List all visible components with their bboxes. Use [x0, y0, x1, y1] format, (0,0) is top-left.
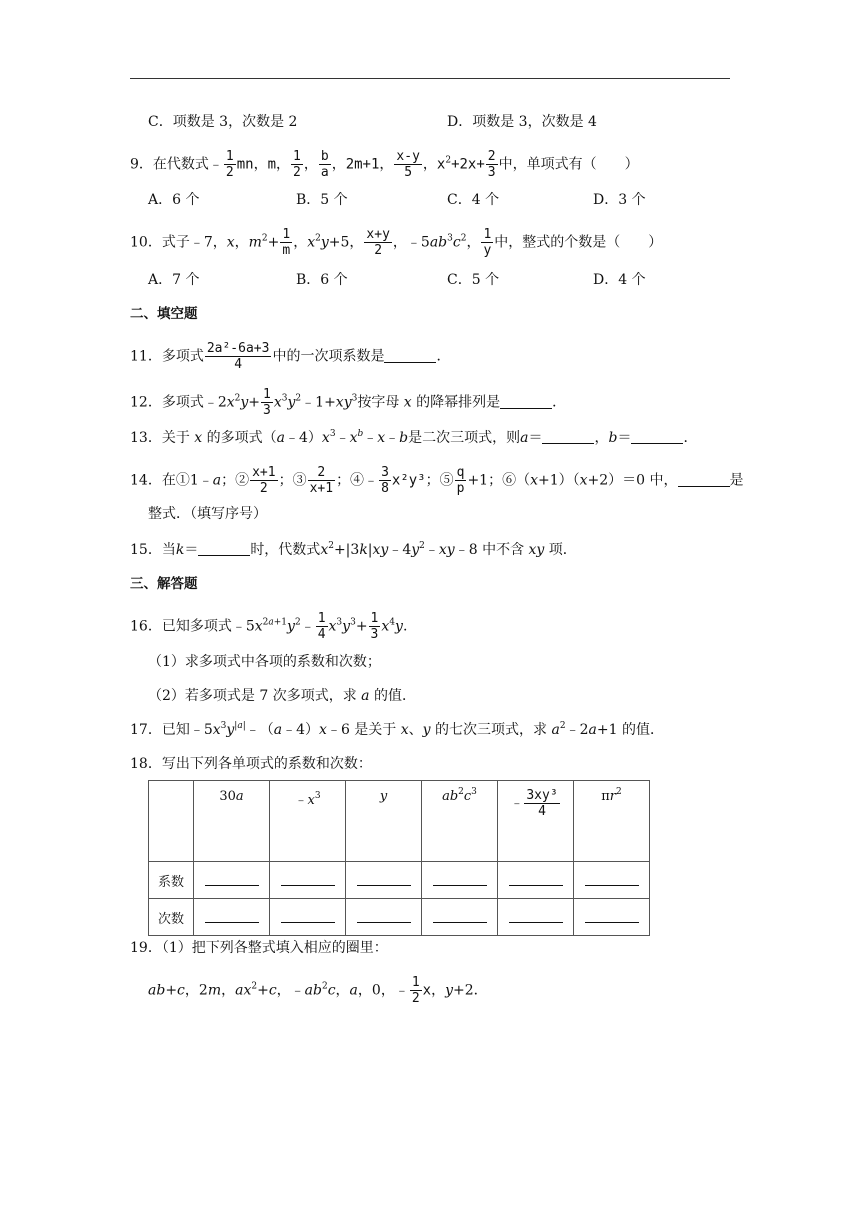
q9-option-d: D．3 个 [593, 192, 646, 208]
answer-blank[interactable] [194, 862, 270, 899]
coefficient-degree-table [148, 780, 650, 936]
row-label-coefficient: 系数 [149, 862, 194, 899]
table-header-neg-x3: $﹣x^3$ [270, 781, 346, 862]
question-14-line2: 整式．（填写序号） [148, 506, 267, 522]
answer-blank[interactable] [346, 862, 422, 899]
answer-blank[interactable] [574, 899, 650, 936]
answer-blank[interactable] [346, 899, 422, 936]
answer-blank[interactable] [422, 899, 498, 936]
section-fill-in-title: 二、填空题 [130, 306, 198, 322]
table-header-y: y [346, 781, 422, 862]
answer-blank[interactable] [270, 899, 346, 936]
table-header-30a: 30a [194, 781, 270, 862]
question-16: 16．已知多项式$﹣5x^{2a+1}y^2﹣$ $\frac{1}{4}$ $x^3y^3+$ $\frac{1}{3}$ $x^4y$. [130, 611, 408, 642]
q10-option-c: C．5 个 [447, 272, 500, 288]
question-17: 17．已知$﹣5x^3y^{|a|}﹣(a﹣4)x﹣6$ 是关于 x、y 的七次三项式，求 $a^2﹣2a+1$ 的值． [130, 721, 664, 738]
q9-option-c: C．4 个 [447, 192, 500, 208]
q8-option-c: C．项数是 3，次数是 2 [148, 114, 298, 130]
table-header-fraction: ﹣ $\frac{\text{3xy³}}{4}$ [498, 781, 574, 862]
answer-blank[interactable] [498, 899, 574, 936]
q10-option-d: D．4 个 [593, 272, 646, 288]
q8-option-d: D．项数是 3，次数是 4 [447, 114, 597, 130]
answer-blank[interactable] [384, 348, 436, 363]
answer-blank[interactable] [194, 899, 270, 936]
q10-option-a: A．7 个 [148, 272, 200, 288]
answer-blank-a[interactable] [542, 429, 594, 444]
question-13: 13．关于 x 的多项式$(a﹣4)x^3﹣x^b﹣x﹣b$是二次三项式，则a＝ ，b＝ ． [130, 429, 698, 446]
question-18: 18．写出下列各单项式的系数和次数： [130, 756, 372, 772]
section-answer-title: 三、解答题 [130, 576, 198, 592]
answer-blank-b[interactable] [631, 429, 683, 444]
question-9: 9．在代数式﹣ $\frac{1}{2}$ mn，m， $\frac{1}{2}$ ， $\frac{b}{a}$ ，2m+1， $\frac{x-y}{5}$ ，$x^2+2x+$ $\frac{2}{3}$ 中，单项式有（ ） [130, 149, 639, 180]
table-header-ab2c3: $ab^2c^3$ [422, 781, 498, 862]
table-corner [149, 781, 194, 862]
answer-blank[interactable] [270, 862, 346, 899]
question-12: 12．多项式$﹣2x^2y+$ $\frac{1}{3}$ $x^3y^2﹣1+xy^3$按字母 x 的降幂排列是 ． [130, 387, 567, 418]
question-15: 15．当k＝ 时，代数式$x^2+|3k|xy﹣4y^2﹣xy﹣8$ 中不含 xy 项． [130, 541, 577, 558]
question-16-part2: （2）若多项式是 7 次多项式，求 a 的值． [148, 688, 416, 704]
header-rule [130, 78, 730, 79]
answer-blank[interactable] [500, 394, 552, 409]
answer-blank[interactable] [574, 862, 650, 899]
question-16-part1: （1）求多项式中各项的系数和次数； [148, 654, 381, 670]
answer-blank[interactable] [422, 862, 498, 899]
q9-option-b: B．5 个 [296, 192, 348, 208]
q9-option-a: A．6 个 [148, 192, 200, 208]
question-19: 19．（1）把下列各整式填入相应的圈里： [130, 940, 388, 956]
answer-blank[interactable] [678, 472, 730, 487]
q10-option-b: B．6 个 [296, 272, 348, 288]
row-label-degree: 次数 [149, 899, 194, 936]
answer-blank[interactable] [498, 862, 574, 899]
question-19-expressions: ab+c，2m，$ax^2+c$，$﹣ab^2c$，a，0，﹣ $\frac{1}{2}$ x，y+2． [148, 975, 488, 1006]
table-header-pi-r2: $\pi r^2$ [574, 781, 650, 862]
question-14: 14．在①1﹣a；② $\frac{x+1}{2}$ ；③ $\frac{2}{x+1}$ ；④﹣ $\frac{3}{8}$ x²y³；⑤ $\frac{q}{p}$ +1；⑥（x+1）（x+2）＝0 中， 是 [130, 465, 744, 496]
question-11: 11．多项式 $\frac{\text{2a²-6a+3}}{4}$ 中的一次项系数是 ． [130, 341, 451, 372]
answer-blank[interactable] [198, 541, 250, 556]
question-10: 10．式子﹣7，x，$m^2+$ $\frac{1}{m}$ ，$x^2y+5$， $\frac{x+y}{2}$ ，$﹣5ab^3c^2$， $\frac{1}{y}$ 中，整式的个数是（ ） [130, 227, 663, 258]
